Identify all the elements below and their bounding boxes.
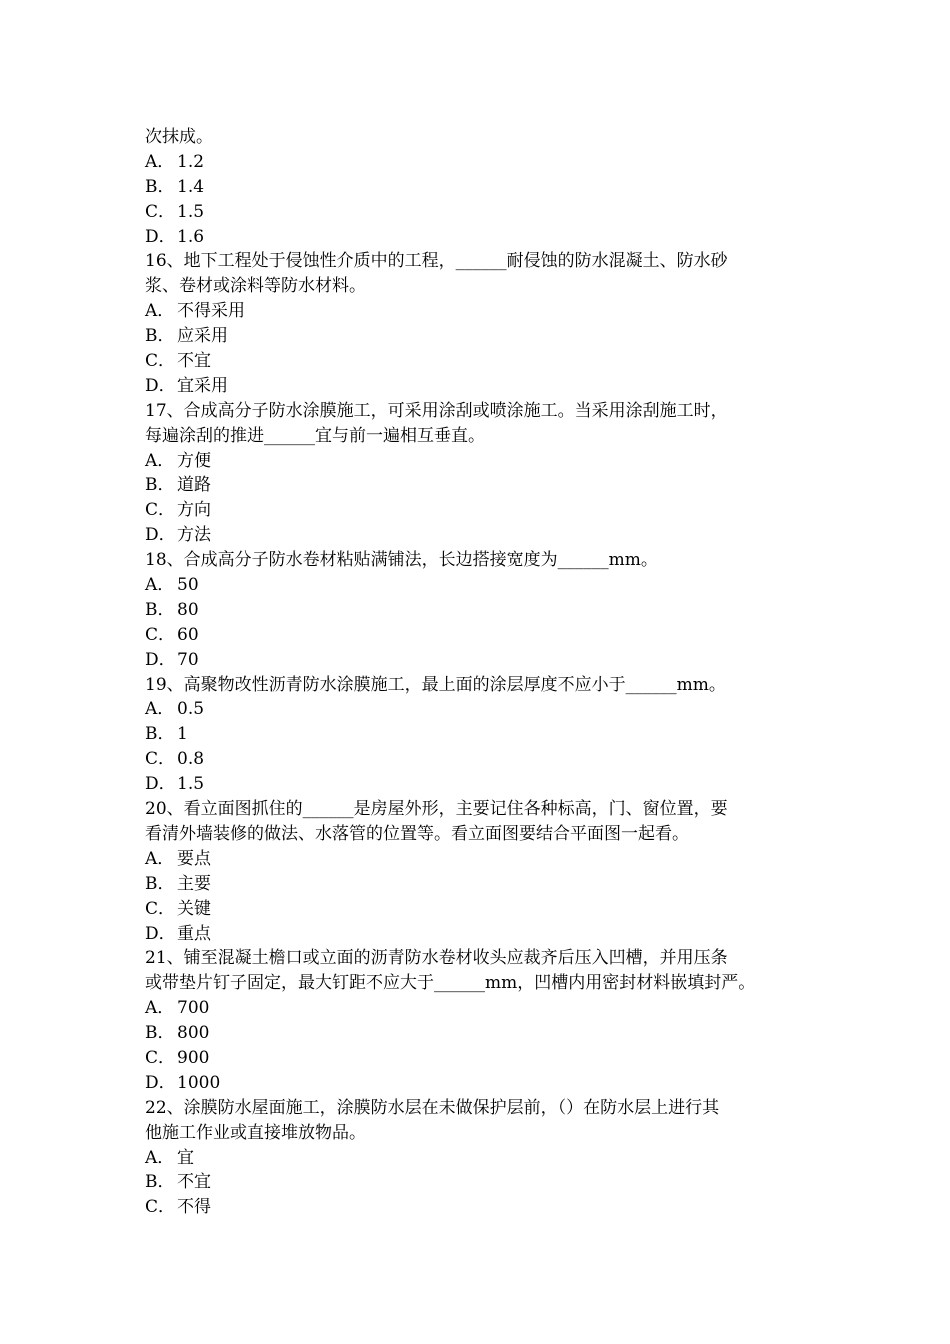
option-a	[145, 1146, 835, 1171]
option-text: 1	[177, 724, 188, 745]
option-text: 宜	[177, 1147, 194, 1168]
option-c	[145, 200, 835, 225]
option-letter: A．	[145, 151, 175, 172]
option-letter: D．	[145, 226, 176, 247]
option-b	[145, 722, 835, 747]
option-letter: D．	[145, 1072, 176, 1093]
question-16	[145, 249, 835, 398]
option-letter: D．	[145, 525, 176, 546]
option-letter: B．	[145, 176, 175, 197]
option-letter: A．	[145, 848, 175, 869]
option-a	[145, 573, 835, 598]
option-b	[145, 1021, 835, 1046]
option-text: 方法	[177, 525, 211, 546]
option-text: 1.5	[177, 774, 205, 795]
option-text: 不得采用	[177, 301, 245, 322]
option-letter: C．	[145, 351, 176, 372]
option-c	[145, 1046, 835, 1071]
option-text: 不宜	[177, 1172, 211, 1193]
option-letter: C．	[145, 749, 176, 770]
option-b	[145, 324, 835, 349]
question-text: 浆、卷材或涂料等防水材料。	[145, 276, 366, 297]
option-d	[145, 225, 835, 250]
option-letter: C．	[145, 201, 176, 222]
option-text: 关键	[177, 898, 211, 919]
option-text: 不宜	[177, 351, 211, 372]
question-text: 16、地下工程处于侵蚀性介质中的工程，______耐侵蚀的防水混凝土、防水砂	[145, 251, 728, 272]
option-d	[145, 922, 835, 947]
option-text: 1.4	[177, 176, 205, 197]
option-c	[145, 747, 835, 772]
option-letter: B．	[145, 599, 175, 620]
option-letter: A．	[145, 699, 175, 720]
option-letter: C．	[145, 1047, 176, 1068]
option-letter: C．	[145, 898, 176, 919]
question-text: 20、看立面图抓住的______是房屋外形，主要记住各种标高，门、窗位置，要	[145, 799, 728, 820]
option-text: 800	[177, 1023, 210, 1044]
option-letter: C．	[145, 500, 176, 521]
document-page	[145, 125, 835, 1220]
option-letter: A．	[145, 575, 175, 596]
option-letter: A．	[145, 450, 175, 471]
question-text: 21、铺至混凝土檐口或立面的沥青防水卷材收头应裁齐后压入凹槽，并用压条	[145, 948, 728, 969]
option-letter: A．	[145, 301, 175, 322]
option-c	[145, 498, 835, 523]
option-text: 不得	[177, 1197, 211, 1218]
option-c	[145, 349, 835, 374]
option-text: 0.5	[177, 699, 205, 720]
option-text: 方向	[177, 500, 211, 521]
option-text: 重点	[177, 923, 211, 944]
option-text: 应采用	[177, 326, 228, 347]
option-text: 0.8	[177, 749, 205, 770]
option-text: 1.6	[177, 226, 205, 247]
question-text: 17、合成高分子防水涂膜施工，可采用涂刮或喷涂施工。当采用涂刮施工时，	[145, 400, 728, 421]
option-letter: D．	[145, 649, 176, 670]
question-text: 看清外墙装修的做法、水落管的位置等。看立面图要结合平面图一起看。	[145, 823, 689, 844]
option-letter: D．	[145, 375, 176, 396]
option-text: 主要	[177, 873, 211, 894]
question-18	[145, 548, 835, 672]
option-b	[145, 598, 835, 623]
option-c	[145, 623, 835, 648]
option-text: 要点	[177, 848, 211, 869]
question-text: 他施工作业或直接堆放物品。	[145, 1122, 366, 1143]
option-c	[145, 897, 835, 922]
question-text: 18、合成高分子防水卷材粘贴满铺法，长边搭接宽度为______mm。	[145, 550, 658, 571]
option-text: 道路	[177, 475, 211, 496]
option-text: 方便	[177, 450, 211, 471]
option-a	[145, 299, 835, 324]
option-b	[145, 473, 835, 498]
option-d	[145, 523, 835, 548]
continuation-options	[145, 150, 835, 250]
option-letter: A．	[145, 1147, 175, 1168]
option-d	[145, 1071, 835, 1096]
option-text: 60	[177, 624, 199, 645]
option-letter: D．	[145, 774, 176, 795]
option-d	[145, 772, 835, 797]
option-letter: A．	[145, 998, 175, 1019]
option-text: 宜采用	[177, 375, 228, 396]
option-letter: B．	[145, 873, 175, 894]
option-a	[145, 847, 835, 872]
option-text: 1000	[177, 1072, 221, 1093]
option-a	[145, 697, 835, 722]
option-text: 70	[177, 649, 199, 670]
option-letter: C．	[145, 624, 176, 645]
question-21	[145, 946, 835, 1095]
question-22	[145, 1096, 835, 1220]
option-a	[145, 449, 835, 474]
option-b	[145, 1170, 835, 1195]
question-text: 或带垫片钉子固定，最大钉距不应大于______mm，凹槽内用密封材料嵌填封严。	[145, 973, 756, 994]
question-17	[145, 399, 835, 548]
question-text: 22、涂膜防水屋面施工，涂膜防水层在未做保护层前，（）在防水层上进行其	[145, 1097, 720, 1118]
question-19	[145, 673, 835, 797]
option-text: 80	[177, 599, 199, 620]
option-d	[145, 648, 835, 673]
option-a	[145, 996, 835, 1021]
option-text: 50	[177, 575, 199, 596]
option-letter: B．	[145, 1023, 175, 1044]
option-text: 900	[177, 1047, 210, 1068]
option-letter: B．	[145, 724, 175, 745]
option-text: 700	[177, 998, 210, 1019]
continuation-text: 次抹成。	[145, 127, 213, 147]
option-letter: B．	[145, 1172, 175, 1193]
option-c	[145, 1195, 835, 1220]
option-letter: D．	[145, 923, 176, 944]
option-text: 1.5	[177, 201, 205, 222]
option-a	[145, 150, 835, 175]
option-b	[145, 175, 835, 200]
option-d	[145, 374, 835, 399]
option-b	[145, 872, 835, 897]
question-text: 19、高聚物改性沥青防水涂膜施工，最上面的涂层厚度不应小于______mm。	[145, 674, 726, 695]
question-text: 每遍涂刮的推进______宜与前一遍相互垂直。	[145, 425, 485, 446]
option-letter: C．	[145, 1197, 176, 1218]
option-letter: B．	[145, 326, 175, 347]
option-text: 1.2	[177, 151, 205, 172]
question-20	[145, 797, 835, 946]
option-letter: B．	[145, 475, 175, 496]
